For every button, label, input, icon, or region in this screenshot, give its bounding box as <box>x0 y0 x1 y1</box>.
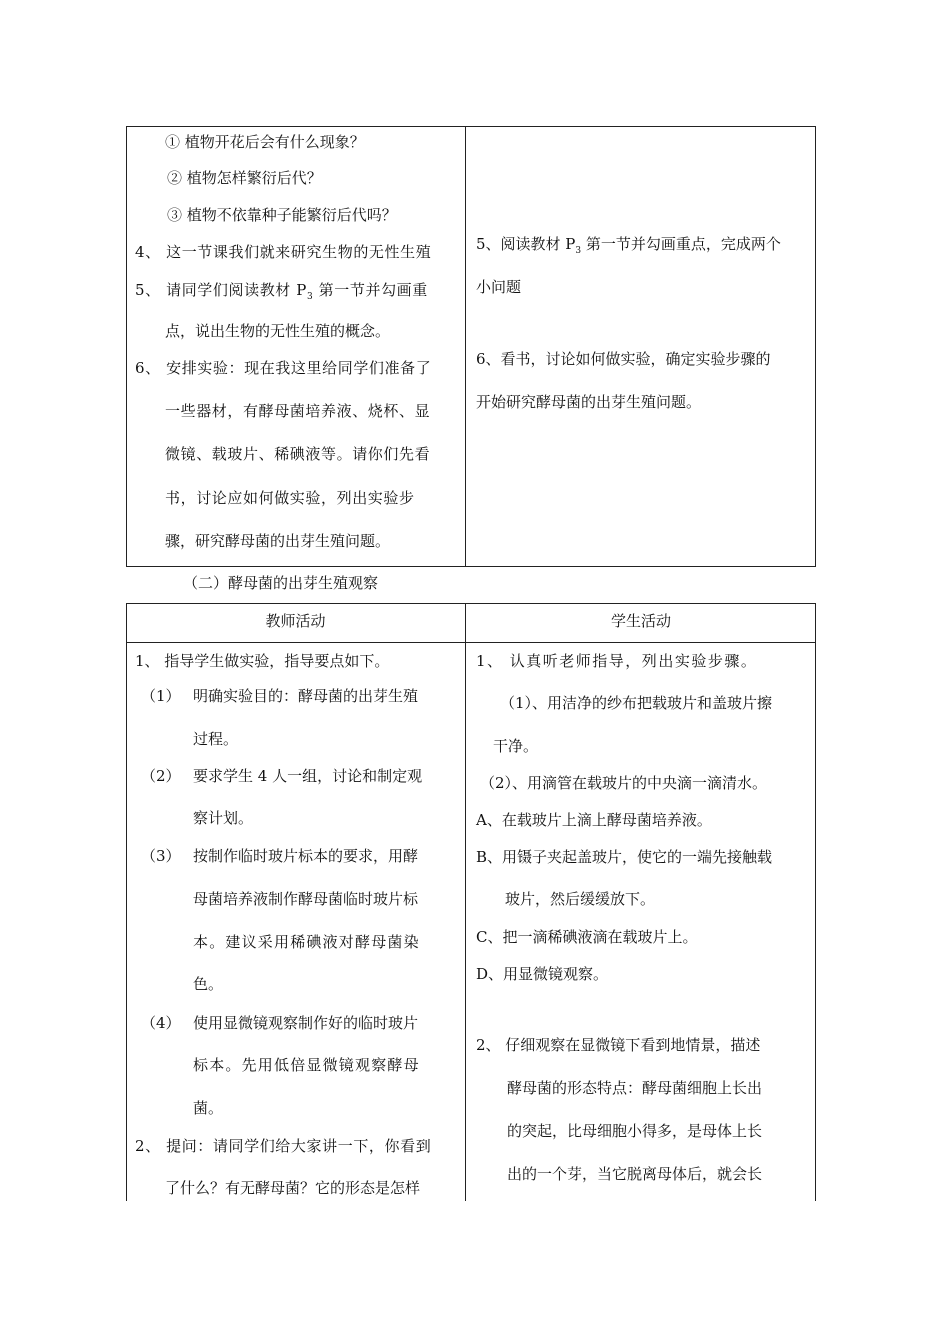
guide-num-3: （3） <box>141 847 181 865</box>
student-step-d: D、用显微镜观察。 <box>476 965 609 983</box>
student-step-5-tail: 第一节并勾画重点，完成两个 <box>581 235 781 253</box>
student-observe-2-line4: 出的一个芽，当它脱离母体后，就会长 <box>507 1165 763 1183</box>
question-2: ② 植物怎样繁衍后代？ <box>167 169 322 187</box>
student-step-b-cont: 玻片，然后缓缓放下。 <box>505 890 656 908</box>
student-step-1-cont: 干净。 <box>493 737 539 755</box>
guide-num-1: （1） <box>141 687 181 705</box>
teacher-step-6-line3: 微镜、载玻片、稀碘液等。请你们先看 <box>165 445 431 463</box>
student-step-5-text: 5、阅读教材 P <box>476 235 576 253</box>
guide-text-1: 明确实验目的：酵母菌的出芽生殖 <box>193 687 419 705</box>
student-listen-1: 1、 认真听老师指导，列出实验步骤。 <box>476 652 758 670</box>
student-step-b: B、用镊子夹起盖玻片，使它的一端先接触载 <box>476 848 773 866</box>
guide-num-4: （4） <box>141 1014 181 1032</box>
teacher-question-2-cont: 了什么？有无酵母菌？它的形态是怎样 <box>165 1179 421 1197</box>
student-step-5 <box>476 234 781 261</box>
student-step-6-cont: 开始研究酵母菌的出芽生殖问题。 <box>476 393 702 411</box>
student-observe-2-line2: 酵母菌的形态特点：酵母菌细胞上长出 <box>507 1079 763 1097</box>
teacher-step-5 <box>135 280 428 307</box>
question-1: ① 植物开花后会有什么现象？ <box>165 133 365 151</box>
teacher-step-6: 6、 安排实验：现在我这里给同学们准备了 <box>135 359 432 377</box>
table-1-divider <box>465 126 466 567</box>
teacher-step-5-text: 5、 请同学们阅读教材 P <box>135 281 307 299</box>
guide-text-4-line2: 标本。先用低倍显微镜观察酵母 <box>193 1056 420 1074</box>
teacher-step-6-line5: 骤，研究酵母菌的出芽生殖问题。 <box>165 532 391 550</box>
question-3: ③ 植物不依靠种子能繁衍后代吗？ <box>167 206 397 224</box>
student-step-c: C、把一滴稀碘液滴在载玻片上。 <box>476 928 698 946</box>
table-2-divider <box>465 603 466 1201</box>
student-step-6: 6、看书，讨论如何做实验，确定实验步骤的 <box>476 350 771 368</box>
student-observe-2-line3: 的突起，比母细胞小得多，是母体上长 <box>507 1122 763 1140</box>
teacher-question-2: 2、 提问：请同学们给大家讲一下，你看到 <box>135 1137 432 1155</box>
student-observe-2: 2、 仔细观察在显微镜下看到地情景，描述 <box>476 1036 761 1054</box>
header-teacher-activity: 教师活动 <box>265 612 326 630</box>
guide-text-2: 要求学生 4 人一组，讨论和制定观 <box>193 767 423 785</box>
guide-num-2: （2） <box>141 767 181 785</box>
guide-text-2-cont: 察计划。 <box>193 809 254 827</box>
header-student-activity: 学生活动 <box>610 612 671 630</box>
student-step-5-cont: 小问题 <box>476 278 522 296</box>
student-step-1: （1）、用洁净的纱布把载玻片和盖玻片擦 <box>500 694 773 712</box>
guide-text-3-line2: 母菌培养液制作酵母菌临时玻片标 <box>193 890 419 908</box>
teacher-step-4: 4、 这一节课我们就来研究生物的无性生殖 <box>135 243 432 261</box>
teacher-step-6-line2: 一些器材，有酵母菌培养液、烧杯、显 <box>165 402 431 420</box>
guide-text-3-line4: 色。 <box>193 975 224 993</box>
guide-text-1-cont: 过程。 <box>193 730 239 748</box>
section-title: （二）酵母菌的出芽生殖观察 <box>183 574 379 592</box>
teacher-step-6-line4: 书，讨论应如何做实验，列出实验步 <box>165 489 415 507</box>
guide-text-4-line3: 菌。 <box>193 1099 224 1117</box>
guide-text-3: 按制作临时玻片标本的要求，用酵 <box>193 847 419 865</box>
student-step-2: （2）、用滴管在载玻片的中央滴一滴清水。 <box>480 774 768 792</box>
teacher-guide-1: 1、 指导学生做实验，指导要点如下。 <box>135 652 390 670</box>
table-2-header-divider <box>126 642 816 643</box>
page-subscript-right: 3 <box>575 246 582 256</box>
guide-text-3-line3: 本。建议采用稀碘液对酵母菌染 <box>193 933 420 951</box>
teacher-step-5-cont: 点，说出生物的无性生殖的概念。 <box>165 322 391 340</box>
student-step-a: A、在载玻片上滴上酵母菌培养液。 <box>476 811 712 829</box>
page-subscript: 3 <box>306 292 314 302</box>
guide-text-4: 使用显微镜观察制作好的临时玻片 <box>193 1014 419 1032</box>
teacher-step-5-tail: 第一节并勾画重 <box>313 281 428 299</box>
